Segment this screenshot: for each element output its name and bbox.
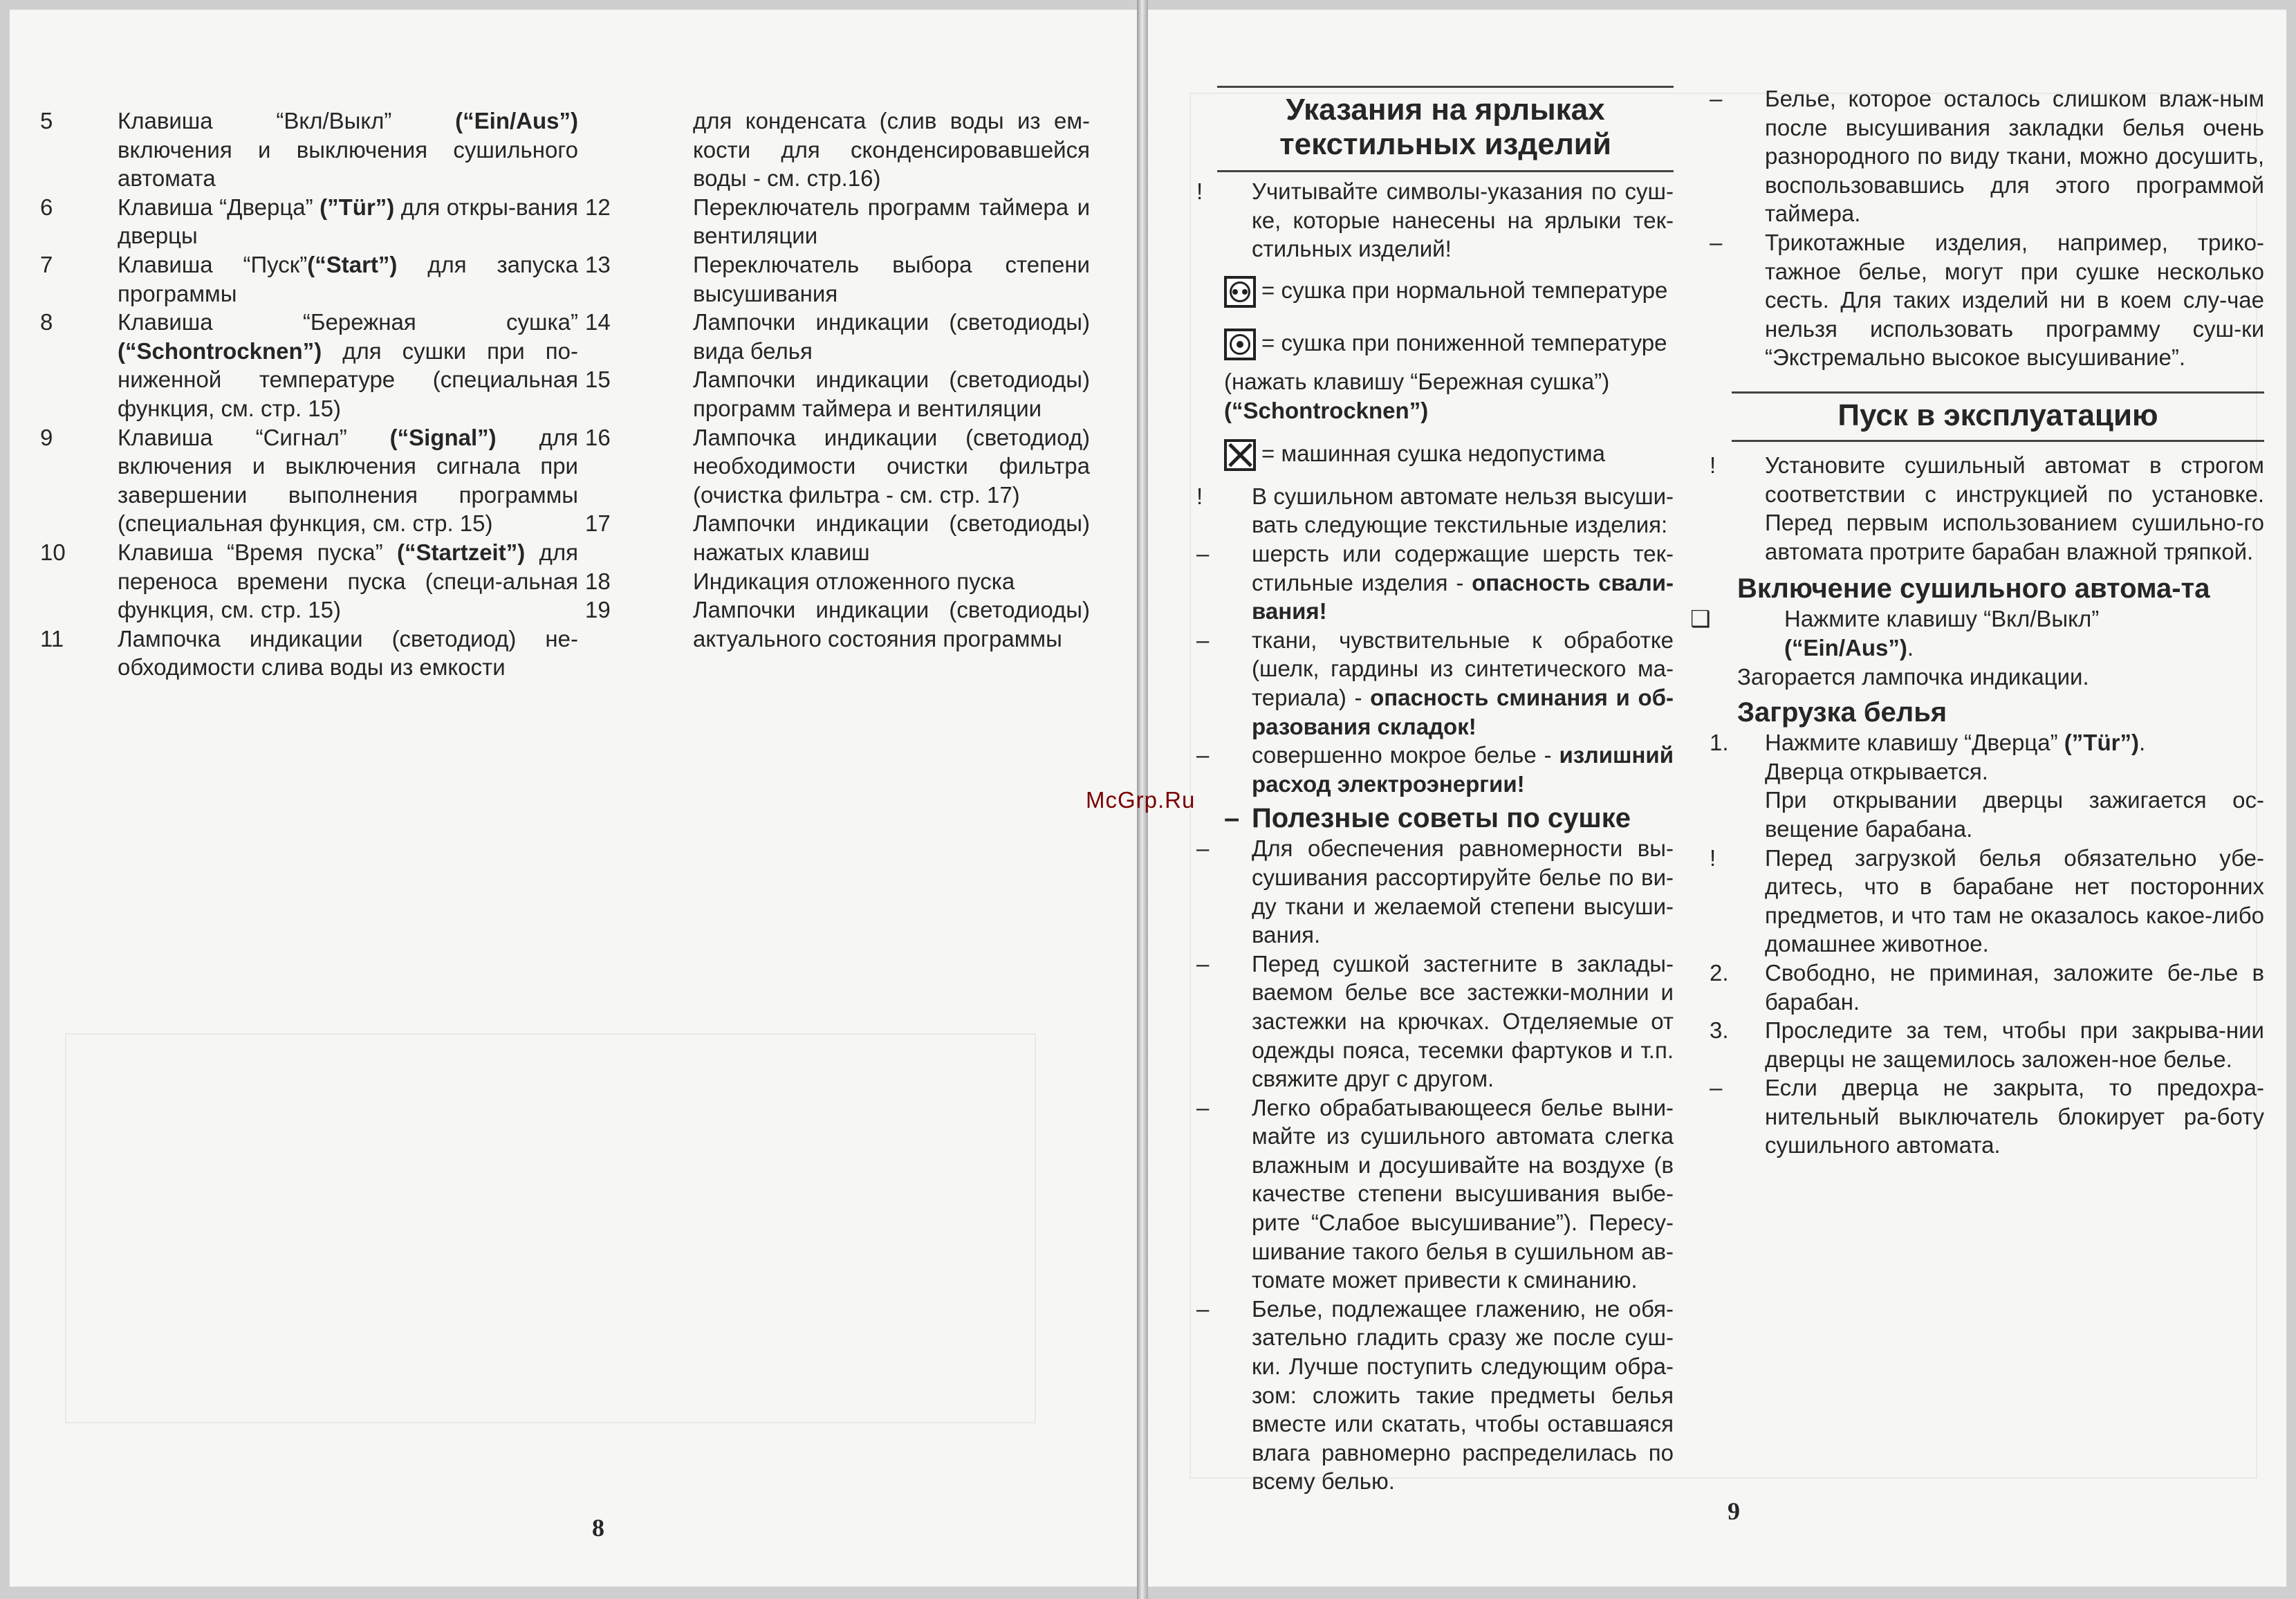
- tip-item: [1196, 834, 1674, 949]
- controls-list-left: [40, 107, 579, 682]
- item-text: для сушки при по-ниженной температуре (специальная функция, см. стр. 15): [118, 338, 578, 421]
- load-warning: ! Перед загрузкой белья обязательно убе-дитесь, что в барабане нет посторонних предметов, и что там не оказалось какое-либо домашнее животное.: [1710, 844, 2264, 957]
- control-item: [40, 193, 578, 250]
- control-item: [585, 509, 1090, 566]
- item-text: для включения и выключения сигнала при завершении выполнения программы (специальная функция, см. стр. 15): [118, 424, 578, 537]
- control-item: [585, 308, 1090, 365]
- item-number: 7: [40, 251, 53, 277]
- forbid-note: ! В сушильном автомате нельзя высуши-вать следующие текстильные изделия:: [1196, 483, 1674, 538]
- item-text: Переключатель программ таймера и вентиляции: [693, 194, 1090, 249]
- section-rule: [1217, 170, 1674, 172]
- dash-mark: –: [1710, 229, 1723, 255]
- item-number: 8: [40, 309, 53, 335]
- item-text: Лампочки индикации (светодиоды) программ таймера и вентиляции: [693, 367, 1090, 421]
- startup-title: Пуск в эксплуатацию: [1837, 398, 2158, 432]
- warning-text: опасность сминания и об-разования складок!: [1252, 684, 1674, 739]
- item-number: 15: [585, 367, 611, 393]
- checkbox-icon: ❑: [1690, 606, 1711, 632]
- startup-body: [1690, 451, 2264, 1160]
- section-rule: [1732, 391, 2264, 394]
- right-page: [1148, 10, 2286, 1587]
- tip-text: Белье, которое осталось слишком влаж-ным после высушивания закладки белья очень разнородного по виду ткани, можно досушить, воспользовавшись для этого программой таймера.: [1765, 86, 2264, 227]
- load-step-3: 3. Проследите за тем, чтобы при закрыва-нии дверцы не защемилось заложен-ное белье.: [1710, 1017, 2264, 1072]
- tip-item: [1196, 950, 1674, 1093]
- key-label: (“Schontrocknen”): [118, 338, 322, 364]
- controls-list-right: [585, 107, 1090, 653]
- continued-text: для конденсата (слив воды из ем-кости для сконденсировавшейся воды - см. стр.16): [693, 108, 1090, 192]
- control-item: [40, 625, 578, 682]
- item-text: шерсть или содержащие шерсть тек-стильные изделия -: [1252, 541, 1674, 595]
- control-item: [585, 250, 1090, 308]
- page-number: 8: [592, 1514, 604, 1542]
- item-text: Лампочка индикации (светодиод) не-обходимости слива воды из емкости: [118, 625, 578, 681]
- item-number: 9: [40, 424, 53, 450]
- tip-text: Белье, подлежащее глажению, не обя-зательно гладить сразу же после суш-ки. Лучше поступить следующим обра-зом: сложить такие предметы белья вместе или скатать, чтобы оставшаяся влага равномерно распределилась по всему белью.: [1252, 1295, 1674, 1495]
- labels-body: [1196, 177, 1674, 1496]
- labels-title-line1: Указания на ярлыках: [1286, 93, 1605, 127]
- load-door-note: – Если дверца не закрыта, то предохра-нительный выключатель блокирует ра-боту сушильного автомата.: [1710, 1075, 2264, 1158]
- power-step: ❑ Нажмите клавишу “Вкл/Выкл” (“Ein/Aus”).: [1690, 606, 2100, 660]
- load-step-1-result: Дверца открывается.: [1765, 758, 1988, 784]
- tip-item: [1196, 1093, 1674, 1295]
- symbol-low-row: = сушка при пониженной температуре: [1224, 329, 1674, 360]
- control-item: [585, 365, 1090, 423]
- section-rule: [1732, 440, 2264, 442]
- dash-mark: –: [1196, 627, 1210, 653]
- key-label: (“Ein/Aus”): [455, 108, 578, 133]
- section-rule: [1217, 86, 1674, 88]
- load-step-1: 1. Нажмите клавишу “Дверца” (”Tür”).: [1710, 730, 2146, 756]
- power-title: Включение сушильного автома-та: [1737, 573, 2210, 604]
- forbid-list: [1196, 539, 1674, 798]
- key-label: (“Start”): [307, 251, 398, 277]
- item-text: Лампочки индикации (светодиоды) вида белья: [693, 309, 1090, 364]
- dash-mark: –: [1196, 835, 1210, 862]
- forbid-item: [1196, 626, 1674, 741]
- tip-text: Трикотажные изделия, например, трико-тажное белье, могут при сушке несколько сесть. Для таких изделий ни в коем слу-чае нельзя использовать программу суш-ки “Экстремально высокое высушивание”.: [1765, 229, 2264, 371]
- forbid-item: [1196, 539, 1674, 626]
- extra-tips-list: [1710, 84, 2264, 372]
- item-text: ткани, чувствительные к обработке (шелк, гардины из синтетического ма-териала) -: [1252, 627, 1674, 710]
- load-step-1-light: При открывании дверцы зажигается ос-вещение барабана.: [1765, 787, 2264, 842]
- dash-mark: –: [1196, 950, 1210, 977]
- control-item: [585, 423, 1090, 510]
- item-text: Клавиша “Время пуска”: [118, 539, 398, 565]
- load-step-2: 2. Свободно, не приминая, заложите бе-лье в барабан.: [1710, 959, 2264, 1015]
- no-tumble-dry-icon: [1224, 439, 1256, 471]
- item-text: Лампочки индикации (светодиоды) актуального состояния программы: [693, 597, 1090, 651]
- key-label: (“Startzeit”): [397, 539, 526, 565]
- warning-text: опасность свали-вания!: [1252, 569, 1674, 625]
- control-item: [40, 423, 578, 538]
- tip-item: [1196, 1295, 1674, 1496]
- item-number: 13: [585, 251, 611, 277]
- forbid-item: [1196, 741, 1674, 798]
- tips-list: [1196, 834, 1674, 1496]
- item-text: Лампочка индикации (светодиод) необходимости очистки фильтра (очистка фильтра - см. стр. 17): [693, 424, 1090, 508]
- control-item: [40, 250, 579, 308]
- tip-item: [1710, 228, 2264, 372]
- dryer-two-dots-icon: [1224, 276, 1256, 308]
- item-text: Клавиша “Вкл/Выкл”: [118, 108, 456, 133]
- item-number: 17: [585, 510, 611, 537]
- item-text: Индикация отложенного пуска: [693, 568, 1015, 594]
- key-label: (”Tür”): [320, 194, 395, 220]
- left-page: [10, 10, 1137, 1587]
- tip-text: Перед сушкой застегните в заклады-ваемом белье все застежки-молнии и застежки на крючках. Отделяемые от одежды пояса, тесемки фартуков и т.п. свяжите друг с другом.: [1252, 950, 1674, 1092]
- dash-mark: –: [1196, 742, 1210, 768]
- item-number: 18: [585, 568, 611, 594]
- tips-title: – Полезные советы по сушке: [1224, 803, 1631, 834]
- control-item: [40, 538, 578, 625]
- item-number: 12: [585, 194, 611, 220]
- item-text: Клавиша “Бережная сушка”: [118, 309, 578, 335]
- symbol-low-key: (“Schontrocknen”): [1224, 397, 1429, 423]
- labels-title-line2: текстильных изделий: [1279, 127, 1611, 161]
- item-text: Лампочки индикации (светодиоды) нажатых клавиш: [693, 510, 1090, 565]
- dash-mark: –: [1196, 1295, 1210, 1322]
- symbol-none-row: = машинная сушка недопустима: [1224, 439, 1674, 471]
- watermark: McGrp.Ru: [1086, 787, 1196, 813]
- labels-section: [1217, 93, 1674, 162]
- key-label: (“Signal”): [389, 424, 497, 450]
- startup-title-block: [1732, 398, 2264, 433]
- symbol-normal-row: = сушка при нормальной температуре: [1224, 276, 1674, 308]
- dash-mark: –: [1196, 1094, 1210, 1120]
- symbol-low-note: (нажать клавишу “Бережная сушка”): [1224, 369, 1610, 395]
- tip-text: Легко обрабатывающееся белье выни-майте из сушильного автомата слегка влажным и досушивайте на воздухе (в качестве степени высушивания выбе-рите “Слабое высушивание”). Пересу-шивание такого белья в сушильном ав-томате может привести к сминанию.: [1252, 1094, 1674, 1293]
- power-result: Загорается лампочка индикации.: [1737, 663, 2089, 690]
- startup-note: ! Установите сушильный автомат в строгом соответствии с инструкцией по установке. Перед первым использованием сушильно-го автомата протрите барабан влажной тряпкой.: [1710, 452, 2264, 564]
- item-text: Клавиша “Пуск”: [118, 251, 308, 277]
- item-text: включения и выключения сушильного автомата: [118, 136, 578, 192]
- page-number: 9: [1728, 1497, 1740, 1525]
- item-number: 10: [40, 539, 66, 565]
- item-number: 6: [40, 194, 53, 220]
- item-text: для откры-вания дверцы: [118, 194, 578, 249]
- control-item: [40, 107, 578, 193]
- item-text: Клавиша “Дверца”: [118, 194, 320, 220]
- control-item: [585, 193, 1090, 250]
- item-text: совершенно мокрое белье -: [1252, 742, 1559, 768]
- item-text: Переключатель выбора степени высушивания: [693, 251, 1090, 306]
- item-number: 14: [585, 309, 611, 335]
- control-item: [585, 567, 1090, 596]
- warning-text: излишний расход электроэнергии!: [1252, 742, 1674, 797]
- item-number: 11: [40, 625, 64, 651]
- item-text: Клавиша “Сигнал”: [118, 424, 390, 450]
- control-item: [40, 308, 578, 423]
- item-number: 16: [585, 424, 611, 450]
- show-through-shadow: [65, 1033, 1036, 1423]
- tip-text: Для обеспечения равномерности вы-сушивания рассортируйте белье по ви-ду ткани и желаемой степени высуши-вания.: [1252, 835, 1674, 948]
- item-number: 5: [40, 108, 53, 133]
- item-text: для переноса времени пуска (специ-альная функция, см. стр. 15): [118, 539, 578, 623]
- item-number: 19: [585, 597, 611, 623]
- dryer-one-dot-icon: [1224, 329, 1256, 360]
- tip-item: [1710, 84, 2264, 228]
- right-column: [1710, 84, 2264, 372]
- item-text: для запуска программы: [118, 251, 579, 306]
- labels-note: ! Учитывайте символы-указания по суш-ке, которые нанесены на ярлыки тек-стильных изделий!: [1196, 178, 1674, 262]
- control-item: [585, 595, 1090, 653]
- load-title: Загрузка белья: [1737, 697, 1947, 728]
- dash-mark: –: [1196, 541, 1210, 566]
- dash-mark: –: [1710, 86, 1723, 111]
